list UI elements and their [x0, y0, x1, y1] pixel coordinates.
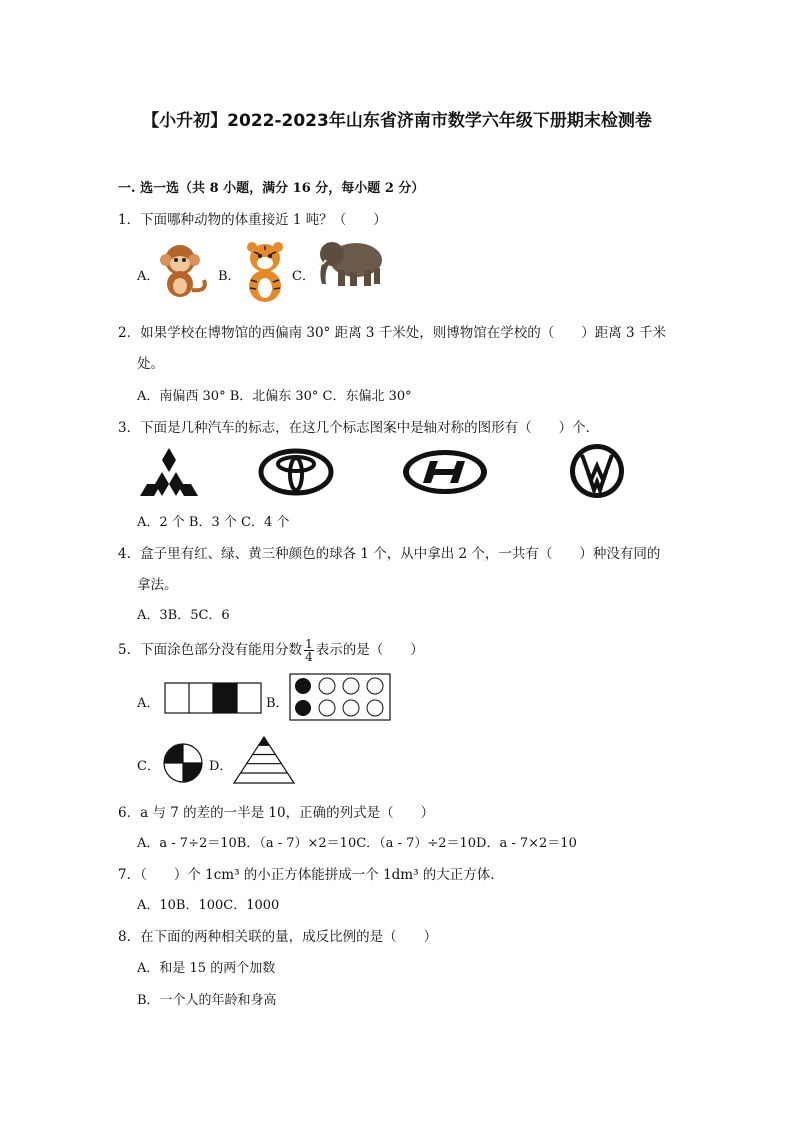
question-3: 3．下面是几种汽车的标志，在这几个标志图案中是轴对称的图形有（ ）个．: [118, 420, 600, 436]
question-2-continued: 处。: [137, 356, 164, 372]
fraction-numerator: 1: [305, 637, 313, 651]
q6-options: A．a - 7÷2＝10B．（a - 7）×2＝10C．（a - 7）÷2＝10D．a - 7×2＝10: [137, 836, 577, 851]
toyota-logo-icon: [258, 448, 334, 496]
section-heading: 一. 选一选（共 8 小题，满分 16 分，每小题 2 分）: [118, 181, 425, 196]
question-4-continued: 拿法。: [137, 577, 178, 593]
mitsubishi-logo-icon: [140, 448, 198, 496]
q1-option-a-label: A．: [137, 269, 160, 284]
question-4: 4．盒子里有红、绿、黄三种颜色的球各 1 个，从中拿出 2 个，一共有（ ）种没有同的: [118, 546, 661, 562]
q5-option-a-label: A．: [137, 696, 160, 711]
q1-option-c-label: C．: [292, 269, 315, 284]
question-8: 8．在下面的两种相关联的量，成反比例的是（ ）: [118, 929, 438, 945]
q1-option-b-label: B．: [218, 269, 241, 284]
fraction: [304, 638, 314, 663]
q7-options: A．10B．100C．1000: [137, 898, 280, 913]
elephant-image: [314, 234, 386, 290]
q5-text-after: 表示的是（ ）: [315, 642, 424, 658]
q2-options: A．南偏西 30° B．北偏东 30° C．东偏北 30°: [137, 389, 412, 404]
question-5: [118, 637, 424, 663]
hyundai-logo-icon: [402, 449, 488, 495]
circle-quarters-figure-c: [162, 742, 204, 784]
question-6: 6．a 与 7 的差的一半是 10，正确的列式是（ ）: [118, 805, 435, 821]
volkswagen-logo-icon: [568, 442, 626, 500]
strip-figure-a: [164, 682, 262, 714]
circles-figure-b: [289, 673, 391, 721]
page-title: 【小升初】2022-2023年山东省济南市数学六年级下册期末检测卷: [142, 111, 652, 131]
fraction-denominator: 4: [305, 650, 313, 664]
tiger-image: [240, 240, 290, 304]
question-7: 7．（ ）个 1cm³ 的小正方体能拼成一个 1dm³ 的大正方体．: [118, 867, 504, 883]
q8-option-a: A．和是 15 的两个加数: [137, 961, 276, 976]
q5-option-b-label: B．: [266, 696, 289, 711]
q8-option-b: B．一个人的年龄和身高: [137, 993, 277, 1008]
q5-text-before: 5．下面涂色部分没有能用分数: [118, 642, 303, 658]
q3-options: A．2 个 B．3 个 C．4 个: [137, 515, 290, 530]
q5-option-d-label: D．: [209, 759, 233, 774]
question-2: 2．如果学校在博物馆的西偏南 30° 距离 3 千米处，则博物馆在学校的（ ）距离 3 千米: [118, 325, 666, 341]
monkey-image: [158, 240, 214, 302]
triangle-figure-d: [232, 735, 296, 785]
q4-options: A．3B．5C．6: [137, 608, 230, 623]
q5-option-c-label: C．: [137, 759, 160, 774]
question-1: 1．下面哪种动物的体重接近 1 吨？（ ）: [118, 212, 387, 228]
